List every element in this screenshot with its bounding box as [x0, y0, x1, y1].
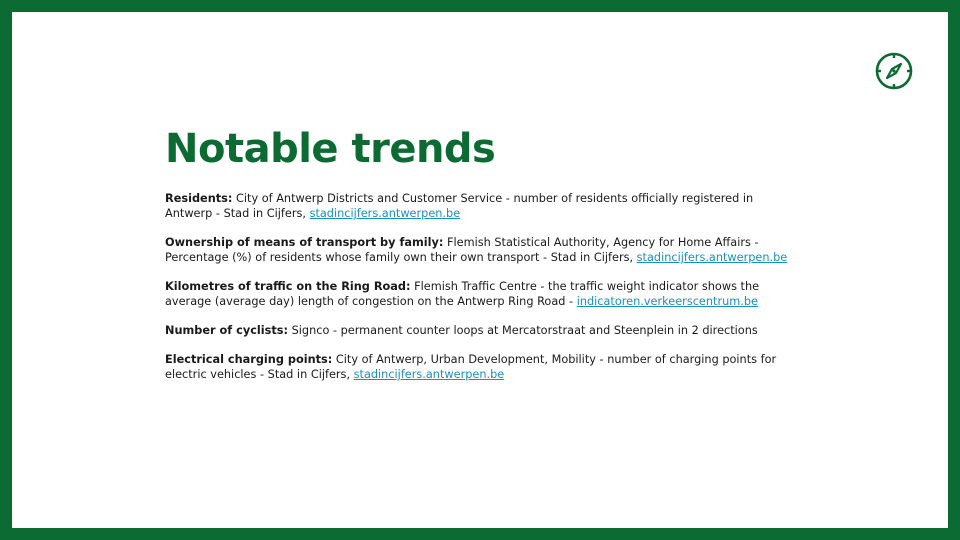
slide-title: Notable trends [165, 126, 496, 172]
source-text: Signco - permanent counter loops at Mercatorstraat and Steenplein in 2 directions [288, 324, 758, 337]
source-transport-ownership [165, 235, 795, 265]
source-link[interactable]: stadincijfers.antwerpen.be [353, 368, 505, 381]
source-text: City of Antwerp, Urban Development, Mobility - number of charging points for electric vehicles - Stad in Cijfers, [165, 353, 777, 381]
source-link[interactable]: stadincijfers.antwerpen.be [309, 207, 461, 220]
sources-list [165, 191, 795, 396]
source-label: Number of cyclists: [165, 324, 288, 337]
source-cyclists [165, 323, 795, 338]
compass-icon [874, 51, 914, 91]
source-text: City of Antwerp Districts and Customer Service - number of residents officially registered in Antwerp - Stad in Cijfers, [165, 192, 754, 220]
source-label: Kilometres of traffic on the Ring Road: [165, 280, 411, 293]
source-text: Flemish Statistical Authority, Agency for Home Affairs - Percentage (%) of residents whose family own their own transport - Stad in Cijfers, [165, 236, 759, 264]
source-charging-points [165, 352, 795, 382]
source-label: Ownership of means of transport by family: [165, 236, 444, 249]
source-link[interactable]: stadincijfers.antwerpen.be [636, 251, 788, 264]
source-text: Flemish Traffic Centre - the traffic weight indicator shows the average (average day) length of congestion on the Antwerp Ring Road - [165, 280, 760, 308]
source-residents [165, 191, 795, 221]
source-label: Residents: [165, 192, 233, 205]
source-label: Electrical charging points: [165, 353, 333, 366]
source-link[interactable]: indicatoren.verkeerscentrum.be [576, 295, 758, 308]
slide [12, 12, 948, 528]
source-ring-road-traffic [165, 279, 795, 309]
